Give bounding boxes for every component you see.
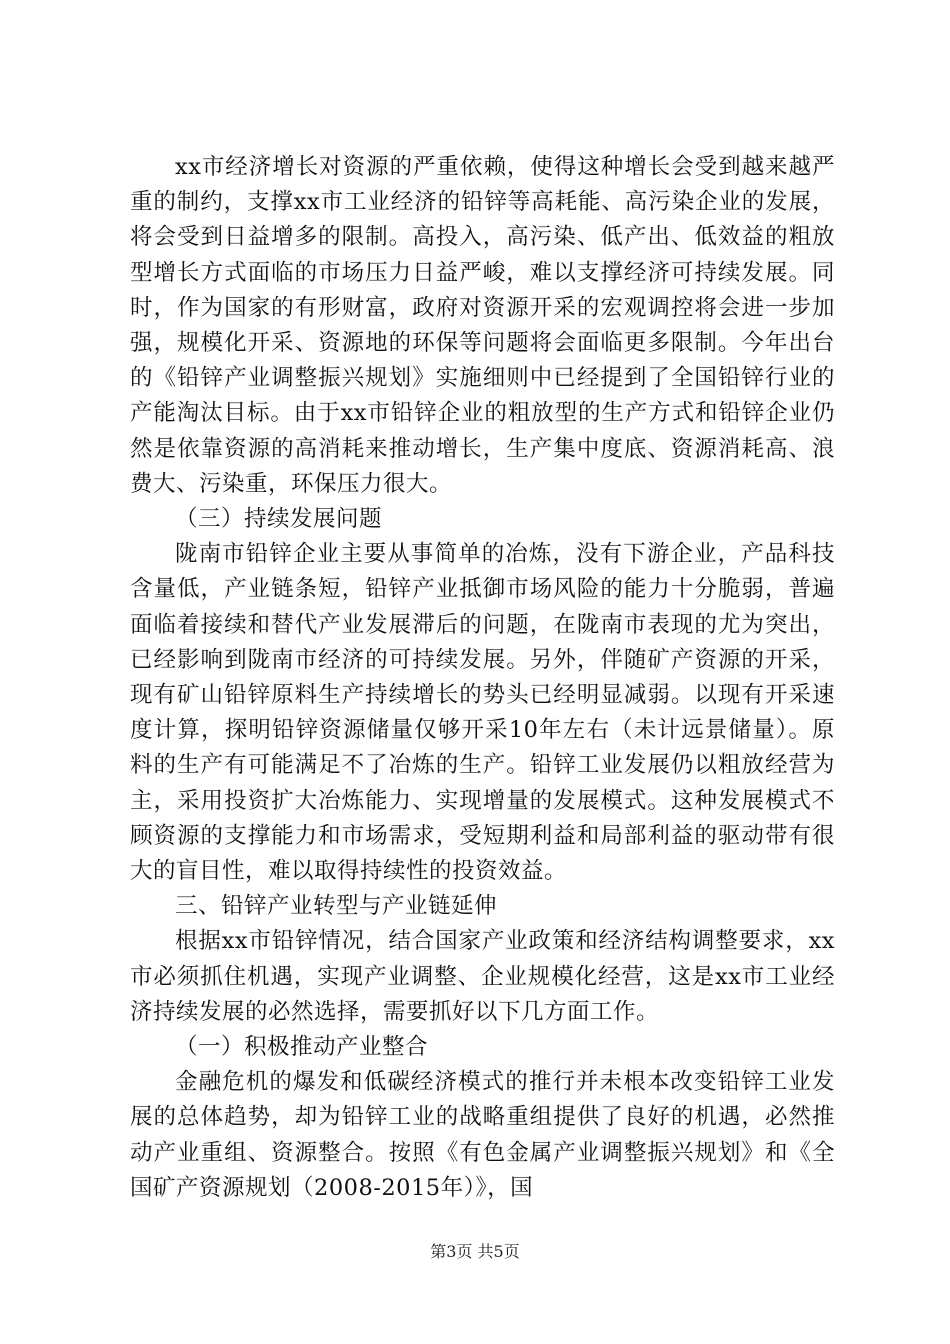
paragraph-resource-dependence: xx市经济增长对资源的严重依赖，使得这种增长会受到越来越严重的制约，支撑xx市工业经济的铅锌等高耗能、高污染企业的发展，将会受到日益增多的限制。高投入，高污染、低产出、低效益的粗放型增长方式面临的市场压力日益严峻，难以支撑经济可持续发展。同时，作为国家的有形财富，政府对资源开采的宏观调控将会进一步加强，规模化开采、资源地的环保等问题将会面临更多限制。今年出台的《铅锌产业调整振兴规划》实施细则中已经提到了全国铅锌行业的产能淘汰目标。由于xx市铅锌企业的粗放型的生产方式和铅锌企业仍然是依靠资源的高消耗来推动增长，生产集中度底、资源消耗高、浪费大、污染重，环保压力很大。: [130, 154, 835, 497]
heading-industry-integration: （一）积极推动产业整合: [175, 1034, 429, 1061]
paragraph-policy-opportunity: 根据xx市铅锌情况，结合国家产业政策和经济结构调整要求，xx市必须抓住机遇，实现产业调整、企业规模化经营，这是xx市工业经济持续发展的必然选择，需要抓好以下几方面工作。: [130, 928, 835, 1025]
paragraph-financial-crisis: 金融危机的爆发和低碳经济模式的推行并未根本改变铅锌工业发展的总体趋势，却为铅锌工业的战略重组提供了良好的机遇，必然推动产业重组、资源整合。按照《有色金属产业调整振兴规划》和《全国矿产资源规划（2008-2015年）》，国: [130, 1069, 835, 1201]
heading-sustainable-development: （三）持续发展问题: [175, 506, 383, 533]
paragraph-longnan-enterprises: 陇南市铅锌企业主要从事简单的冶炼，没有下游企业，产品科技含量低，产业链条短，铅锌产业抵御市场风险的能力十分脆弱，普遍面临着接续和替代产业发展滞后的问题，在陇南市表现的尤为突出，已经影响到陇南市经济的可持续发展。另外，伴随矿产资源的开采，现有矿山铅锌原料生产持续增长的势头已经明显减弱。以现有开采速度计算，探明铅锌资源储量仅够开采10年左右（未计远景储量）。原料的生产有可能满足不了冶炼的生产。铅锌工业发展仍以粗放经营为主，采用投资扩大冶炼能力、实现增量的发展模式。这种发展模式不顾资源的支撑能力和市场需求，受短期利益和局部利益的驱动带有很大的盲目性，难以取得持续性的投资效益。: [130, 541, 835, 885]
document-body: [130, 150, 835, 1206]
page-number-footer: 第3页 共5页: [430, 1242, 520, 1261]
heading-industry-transformation: 三、铅锌产业转型与产业链延伸: [175, 893, 498, 920]
